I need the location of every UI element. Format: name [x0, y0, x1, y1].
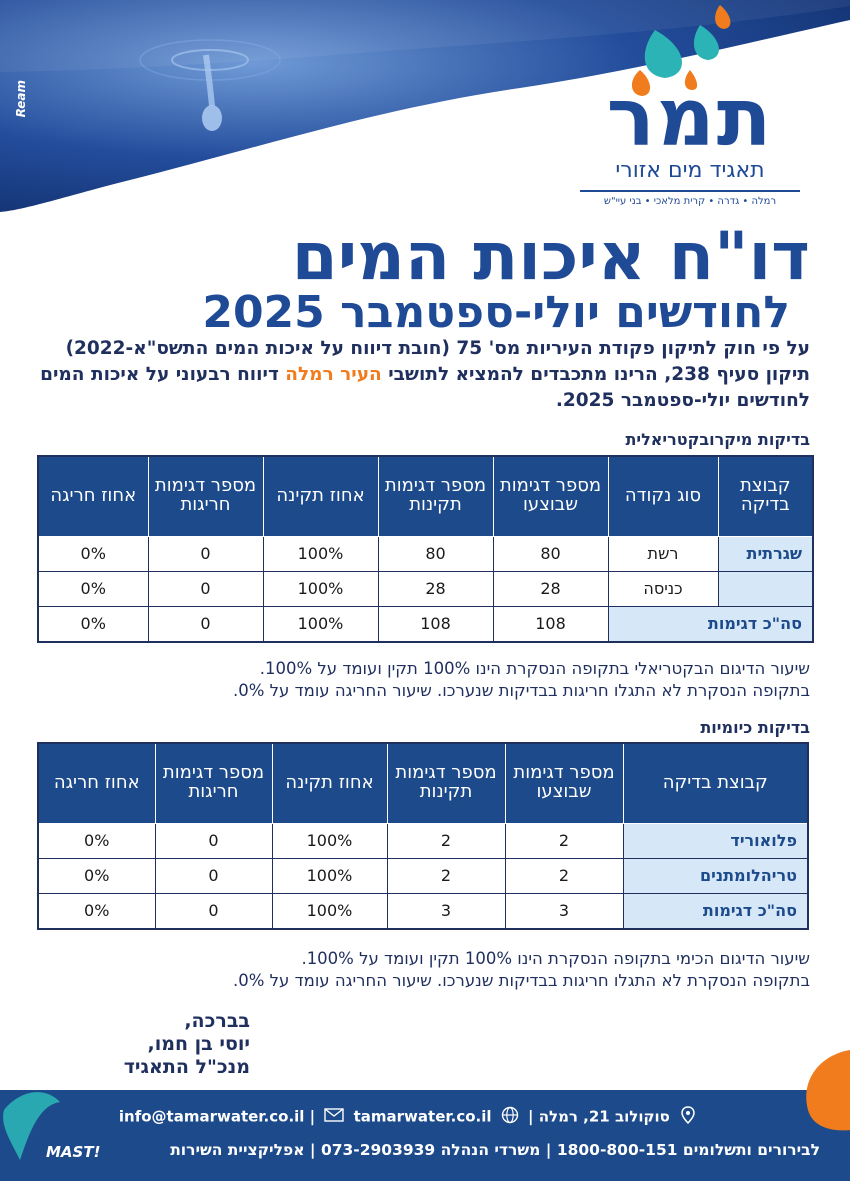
photo-credit-mark: Ream	[14, 80, 28, 118]
chem-header-pct-bad: אחוז חריגה	[38, 743, 155, 823]
mast-app-logo: MAST!	[46, 1143, 101, 1161]
table-total-row	[38, 606, 813, 642]
cell-ok: 3	[387, 893, 505, 929]
micro-group-label: שגרתית	[718, 536, 813, 571]
cell-bad: 0	[148, 606, 263, 642]
chem-section-title: בדיקות כיומיות	[700, 718, 810, 737]
cell-point: רשת	[608, 536, 718, 571]
report-title: דו"ח איכות המים	[291, 218, 810, 295]
chem-header-bad: מספר דגימות חריגות	[155, 743, 272, 823]
micro-header-ok: מספר דגימות תקינות	[378, 456, 493, 536]
micro-header-bad: מספר דגימות חריגות	[148, 456, 263, 536]
table-row	[38, 536, 813, 571]
logo-divider	[580, 190, 800, 192]
signature-name: יוסי בן חמו,	[147, 1032, 250, 1055]
table-row	[38, 823, 808, 858]
cell-pct-ok: 100%	[263, 571, 378, 606]
cell-ok: 28	[378, 571, 493, 606]
cell-bad: 0	[148, 536, 263, 571]
cell-pct-bad: 0%	[38, 536, 148, 571]
micro-header-row	[38, 456, 813, 536]
cell-pct-ok: 100%	[272, 858, 387, 893]
intro-text-2: דיווח רבעוני על איכות המים לחודשים יולי-ספטמבר 2025.	[40, 363, 810, 411]
logo-cities: רמלה • גדרה • קרית מלאכי • בני עיי"ש	[603, 196, 777, 207]
cell-bad: 0	[148, 571, 263, 606]
chem-header-done: מספר דגימות שבוצעו	[505, 743, 623, 823]
cell-done: 3	[505, 893, 623, 929]
cell-ok: 108	[378, 606, 493, 642]
micro-header-point: סוג נקודה	[608, 456, 718, 536]
location-pin-icon	[679, 1106, 697, 1128]
tamar-logo	[570, 18, 810, 208]
chem-header-row	[38, 743, 808, 823]
micro-header-pct-bad: אחוז חריגה	[38, 456, 148, 536]
logo-wordmark: תמר	[606, 71, 774, 164]
chem-note-line-1: שיעור הדיגום הכימי בתקופה הנסקרת הינו 100% תקין ועומד על 100%.	[301, 949, 810, 968]
cell-pct-bad: 0%	[38, 571, 148, 606]
micro-header-pct-ok: אחוז תקינה	[263, 456, 378, 536]
cell-ok: 2	[387, 823, 505, 858]
micro-header-done: מספר דגימות שבוצעו	[493, 456, 608, 536]
cell-group: טריהלומתנים	[623, 858, 808, 893]
signature-title: מנכ"ל התאגיד	[123, 1055, 250, 1078]
chem-header-group: קבוצת בדיקה	[623, 743, 808, 823]
cell-done: 2	[505, 858, 623, 893]
cell-pct-ok: 100%	[272, 893, 387, 929]
report-subtitle: לחודשים יולי-ספטמבר 2025	[202, 287, 790, 338]
cell-bad: 0	[155, 858, 272, 893]
cell-pct-bad: 0%	[38, 823, 155, 858]
micro-group-empty	[718, 571, 813, 606]
footer-phones: לבירורים ותשלומים 1800-800-151 | משרדי הנהלה 073-2903939 | אפליקציית השירות	[170, 1141, 820, 1159]
cell-ok: 80	[378, 536, 493, 571]
micro-note-line-2: בתקופה הנסקרת לא התגלו חריגות בבדיקות שנערכו. שיעור החריגה עומד על 0%.	[232, 681, 810, 701]
signature-greeting: בברכה,	[184, 1010, 250, 1032]
chem-note-line-2: בתקופה הנסקרת לא התגלו חריגות בבדיקות שנערכו. שיעור החריגה עומד על 0%.	[232, 971, 810, 991]
micro-total-label: סה"כ דגימות	[608, 606, 813, 642]
table-row	[38, 571, 813, 606]
micro-section-title: בדיקות מיקרובקטריאלית	[625, 430, 810, 449]
cell-done: 108	[493, 606, 608, 642]
footer-address: סוקולוב 21, רמלה	[538, 1107, 670, 1126]
cell-pct-ok: 100%	[272, 823, 387, 858]
cell-pct-bad: 0%	[38, 858, 155, 893]
cell-pct-bad: 0%	[38, 606, 148, 642]
chem-table	[37, 742, 809, 930]
footer-website[interactable]: tamarwater.co.il	[353, 1107, 492, 1126]
intro-city-highlight: העיר רמלה	[285, 363, 382, 385]
footer-contact-line	[60, 1106, 760, 1128]
footer-separator: |	[309, 1107, 321, 1126]
micro-table	[37, 455, 814, 643]
cell-pct-bad: 0%	[38, 893, 155, 929]
micro-note	[10, 658, 810, 703]
intro-paragraph	[20, 336, 810, 414]
cell-done: 80	[493, 536, 608, 571]
cell-pct-ok: 100%	[263, 606, 378, 642]
intro-text-1: על פי חוק לתיקון פקודת העיריות מס' 75 (חובת דיווח על איכות המים התשס"א-2022) תיקון סעיף 238, הרינו מתכבדים להמציא לתושבי	[65, 338, 810, 385]
cell-done: 28	[493, 571, 608, 606]
cell-bad: 0	[155, 893, 272, 929]
micro-header-group: קבוצת בדיקה	[718, 456, 813, 536]
chem-header-ok: מספר דגימות תקינות	[387, 743, 505, 823]
table-total-row	[38, 893, 808, 929]
table-row	[38, 858, 808, 893]
cell-ok: 2	[387, 858, 505, 893]
footer-email[interactable]: info@tamarwater.co.il	[118, 1107, 305, 1126]
globe-icon	[501, 1106, 519, 1128]
cell-bad: 0	[155, 823, 272, 858]
chem-note	[10, 948, 810, 993]
cell-pct-ok: 100%	[263, 536, 378, 571]
cell-done: 2	[505, 823, 623, 858]
chem-header-pct-ok: אחוז תקינה	[272, 743, 387, 823]
micro-note-line-1: שיעור הדיגום הבקטריאלי בתקופה הנסקרת הינו 100% תקין ועומד על 100%.	[259, 659, 810, 678]
footer-separator: |	[522, 1107, 534, 1126]
mail-icon	[324, 1107, 344, 1127]
cell-point: כניסה	[608, 571, 718, 606]
logo-subtitle: תאגיד מים אזורי	[615, 158, 765, 183]
cell-group: פלואוריד	[623, 823, 808, 858]
cell-group: סה"כ דגימות	[623, 893, 808, 929]
